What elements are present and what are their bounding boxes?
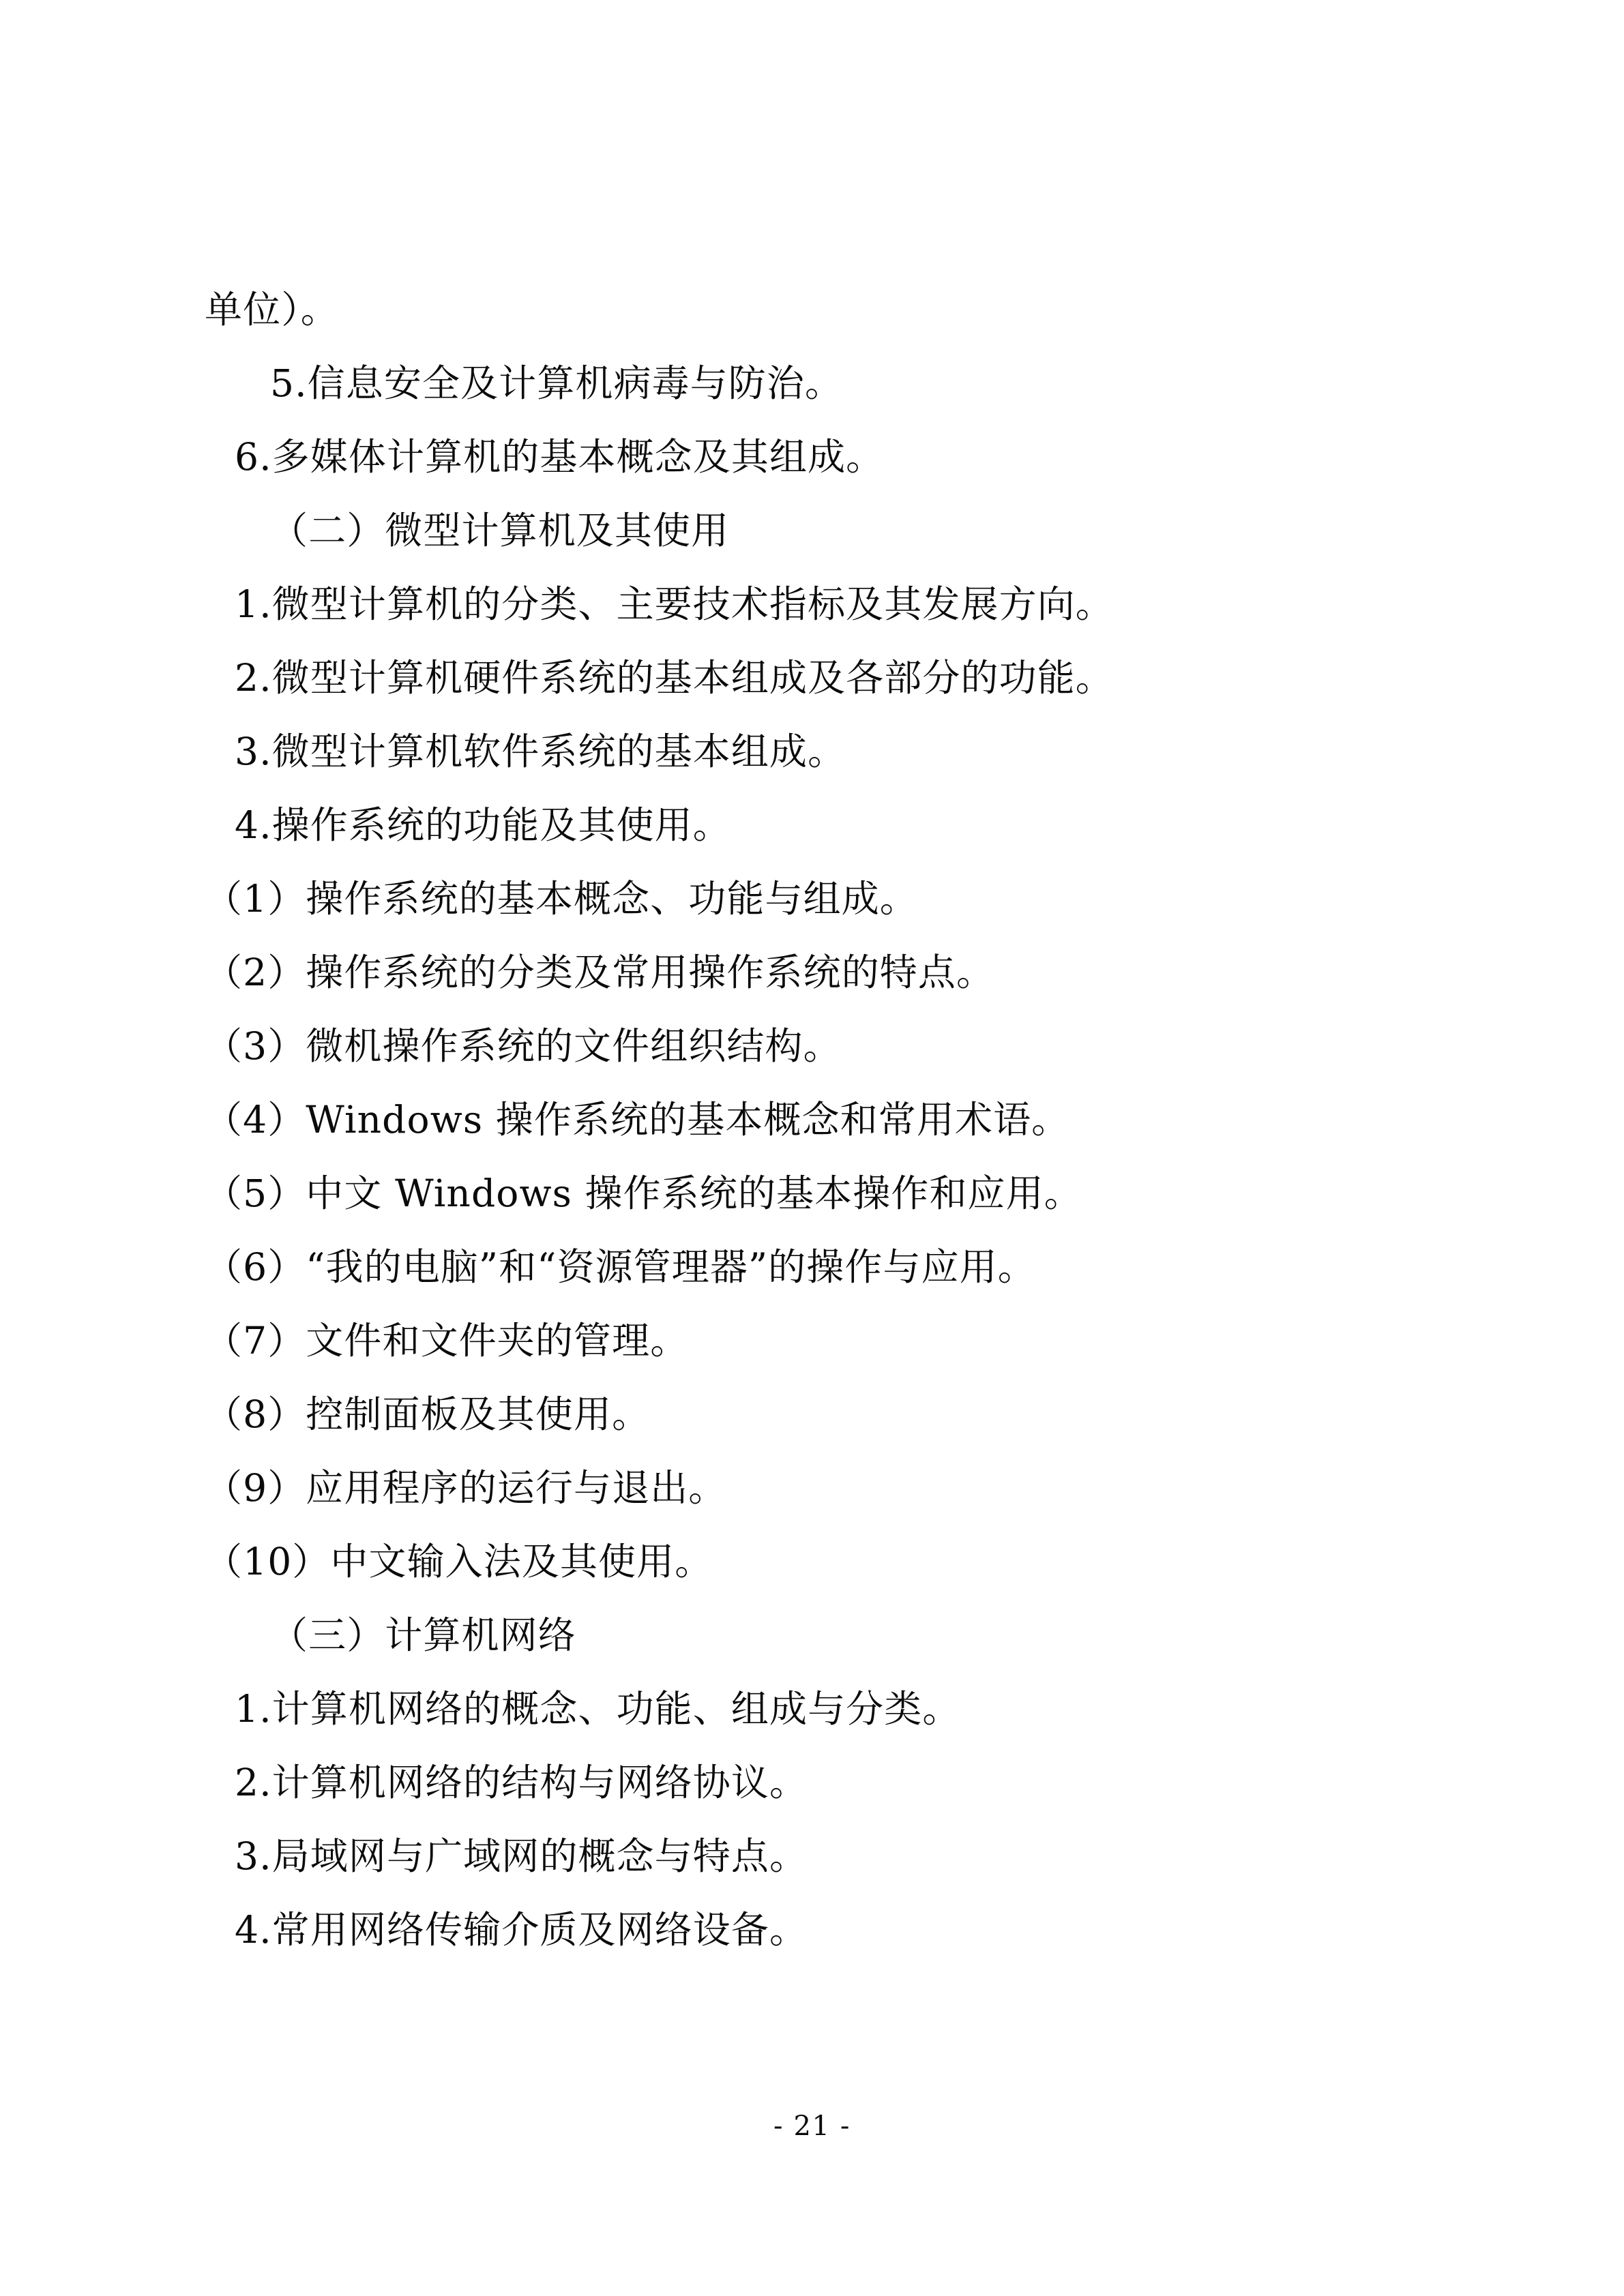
text-line: 5.信息安全及计算机病毒与防治。 bbox=[270, 361, 844, 405]
page-number: - 21 - bbox=[773, 2111, 851, 2142]
page-body-text bbox=[205, 273, 1405, 1967]
text-line: （4）Windows 操作系统的基本概念和常用术语。 bbox=[205, 1098, 1070, 1142]
text-line: （2）操作系统的分类及常用操作系统的特点。 bbox=[205, 951, 995, 994]
text-line: （1）操作系统的基本概念、功能与组成。 bbox=[205, 877, 918, 921]
text-line: 2.计算机网络的结构与网络协议。 bbox=[235, 1761, 808, 1804]
text-line: （9）应用程序的运行与退出。 bbox=[205, 1466, 727, 1510]
text-line: （7）文件和文件夹的管理。 bbox=[205, 1319, 689, 1362]
text-line: 6.多媒体计算机的基本概念及其组成。 bbox=[235, 435, 885, 479]
text-line: 3.局域网与广域网的概念与特点。 bbox=[235, 1834, 808, 1878]
text-line: 4.常用网络传输介质及网络设备。 bbox=[235, 1908, 808, 1952]
text-line: （10）中文输入法及其使用。 bbox=[205, 1540, 713, 1583]
text-line: 2.微型计算机硬件系统的基本组成及各部分的功能。 bbox=[235, 656, 1114, 700]
text-line: 1.微型计算机的分类、主要技术指标及其发展方向。 bbox=[235, 582, 1114, 626]
text-line: 单位）。 bbox=[205, 288, 339, 331]
section-heading: （二）微型计算机及其使用 bbox=[270, 509, 730, 552]
text-line: 1.计算机网络的概念、功能、组成与分类。 bbox=[235, 1687, 961, 1731]
text-line: （6）“我的电脑”和“资源管理器”的操作与应用。 bbox=[205, 1245, 1036, 1289]
text-line: 3.微型计算机软件系统的基本组成。 bbox=[235, 730, 846, 773]
section-heading: （三）计算机网络 bbox=[270, 1613, 576, 1657]
text-line: （3）微机操作系统的文件组织结构。 bbox=[205, 1024, 842, 1068]
text-line: 4.操作系统的功能及其使用。 bbox=[235, 803, 731, 847]
text-line: （8）控制面板及其使用。 bbox=[205, 1392, 651, 1436]
text-line: （5）中文 Windows 操作系统的基本操作和应用。 bbox=[205, 1172, 1082, 1215]
